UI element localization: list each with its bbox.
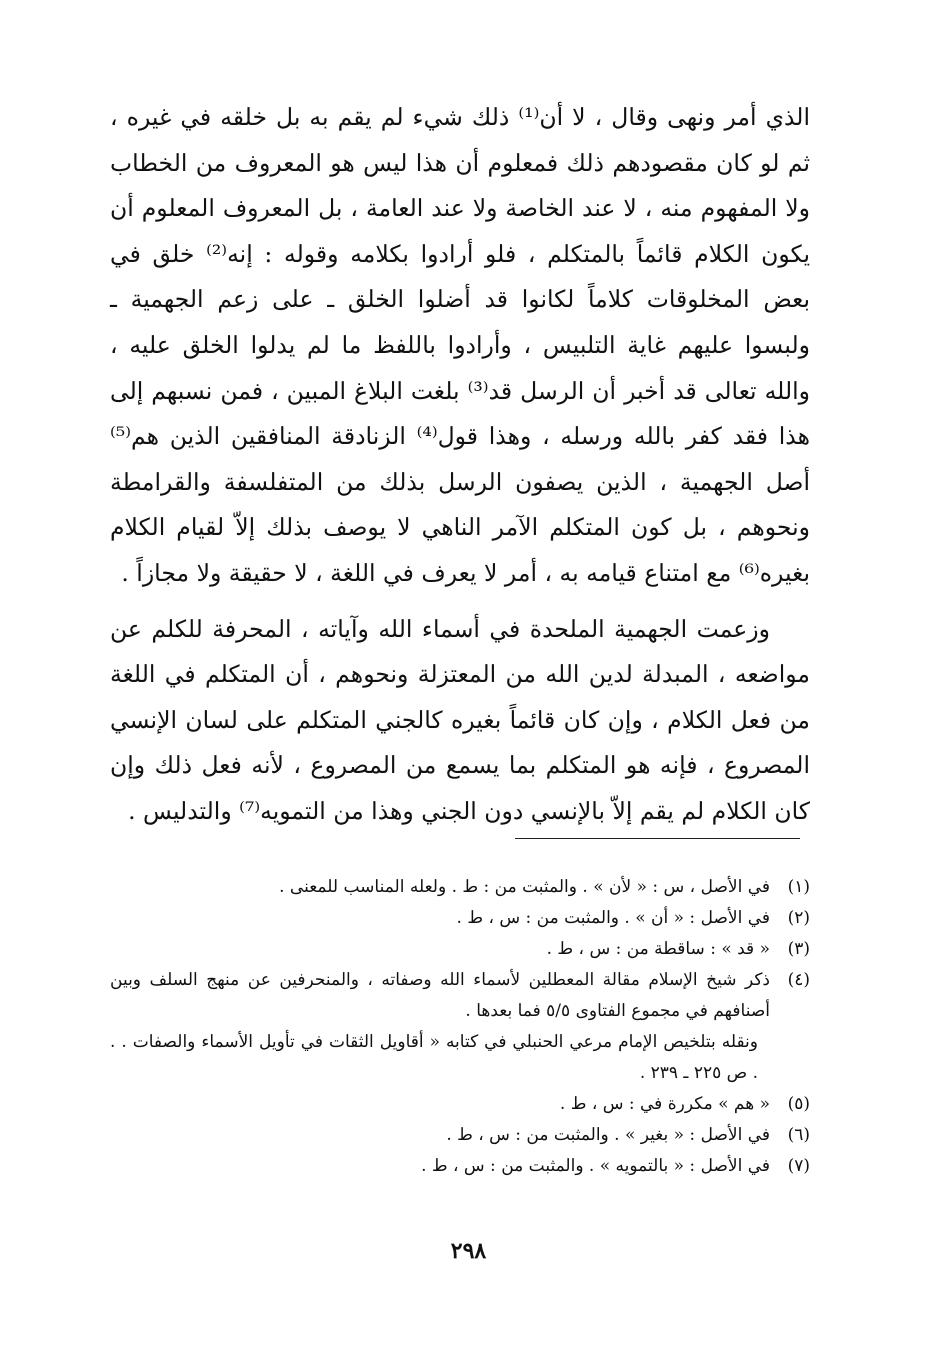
- footnote-text: ذكر شيخ الإسلام مقالة المعطلين لأسماء الله وصفاته ، والمنحرفين عن منهج السلف وبين أصنافهم في مجموع الفتاوى ٥/٥ فما بعدها .: [110, 970, 770, 1021]
- paragraph-1: الذي أمر ونهى وقال ، لا أن⁽¹⁾ ذلك شيء لم يقم به بل خلقه في غيره ، ثم لو كان مقصودهم ذلك فمعلوم أن هذا ليس هو المعروف من الخطاب ولا المفهوم منه ، لا عند الخاصة ولا عند العامة ، بل المعروف المعلوم أن يكون الكلام قائماً بالمتكلم ، فلو أرادوا بكلامه وقوله : إنه⁽²⁾ خلق في بعض المخلوقات كلاماً لكانوا قد أضلوا الخلق ـ على زعم الجهمية ـ ولبسوا عليهم غاية التلبيس ، وأرادوا باللفظ ما لم يدلوا الخلق عليه ، والله تعالى قد أخبر أن الرسل قد⁽³⁾ بلغت البلاغ المبين ، فمن نسبهم إلى هذا فقد كفر بالله ورسله ، وهذا قول⁽⁴⁾ الزنادقة المنافقين الذين هم⁽⁵⁾ أصل الجهمية ، الذين يصفون الرسل بذلك من المتفلسفة والقرامطة ونحوهم ، بل كون المتكلم الآمر الناهي لا يوصف بذلك إلاّ لقيام الكلام بغيره⁽⁶⁾ مع امتناع قيامه به ، أمر لا يعرف في اللغة ، لا حقيقة ولا مجازاً .: [110, 103, 810, 587]
- footnote-divider: [515, 838, 800, 839]
- footnote-number: (٦): [787, 1125, 810, 1145]
- paragraph-2: وزعمت الجهمية الملحدة في أسماء الله وآياته ، المحرفة للكلم عن مواضعه ، المبدلة لدين الله من المعتزلة ونحوهم ، أن المتكلم في اللغة من فعل الكلام ، وإن كان قائماً بغيره كالجني المتكلم على لسان الإنسي المصروع ، فإنه هو المتكلم بما يسمع من المصروع ، لأنه فعل ذلك وإن كان الكلام لم يقم إلاّ بالإنسي دون الجني وهذا من التمويه⁽⁷⁾ والتدليس .: [110, 614, 810, 825]
- main-text: [110, 95, 810, 835]
- page-number: ٢٩٨: [450, 1238, 487, 1264]
- footnote-5: [110, 1089, 810, 1120]
- footnote-text: في الأصل ، س : « لأن » . والمثبت من : ط . ولعله المناسب للمعنى .: [279, 877, 770, 897]
- footnote-number: (١): [787, 877, 810, 897]
- footnote-3: [110, 934, 810, 965]
- footnotes: [110, 872, 810, 1182]
- footnote-number: (٢): [787, 908, 810, 928]
- footnote-number: (٣): [787, 939, 810, 959]
- footnote-text: في الأصل : « بغير » . والمثبت من : س ، ط .: [446, 1125, 770, 1145]
- footnote-4-continuation: ونقله بتلخيص الإمام مرعي الحنبلي في كتابه « أقاويل الثقات في تأويل الأسماء والصفات . . . ص ٢٢٥ ـ ٢٣٩ .: [110, 1032, 758, 1083]
- footnote-2: [110, 903, 810, 934]
- footnote-text: في الأصل : « بالتمويه » . والمثبت من : س ، ط .: [421, 1156, 770, 1176]
- footnote-text: « هم » مكررة في : س ، ط .: [559, 1094, 770, 1114]
- footnote-1: [110, 872, 810, 903]
- footnote-number: (٥): [787, 1094, 810, 1114]
- footnote-6: [110, 1120, 810, 1151]
- footnote-4: [110, 965, 810, 1027]
- footnote-text: « قد » : ساقطة من : س ، ط .: [546, 939, 770, 959]
- footnote-number: (٧): [787, 1156, 810, 1176]
- footnote-7: [110, 1151, 810, 1182]
- footnote-text: في الأصل : « أن » . والمثبت من : س ، ط .: [456, 908, 770, 928]
- footnote-number: (٤): [787, 970, 810, 990]
